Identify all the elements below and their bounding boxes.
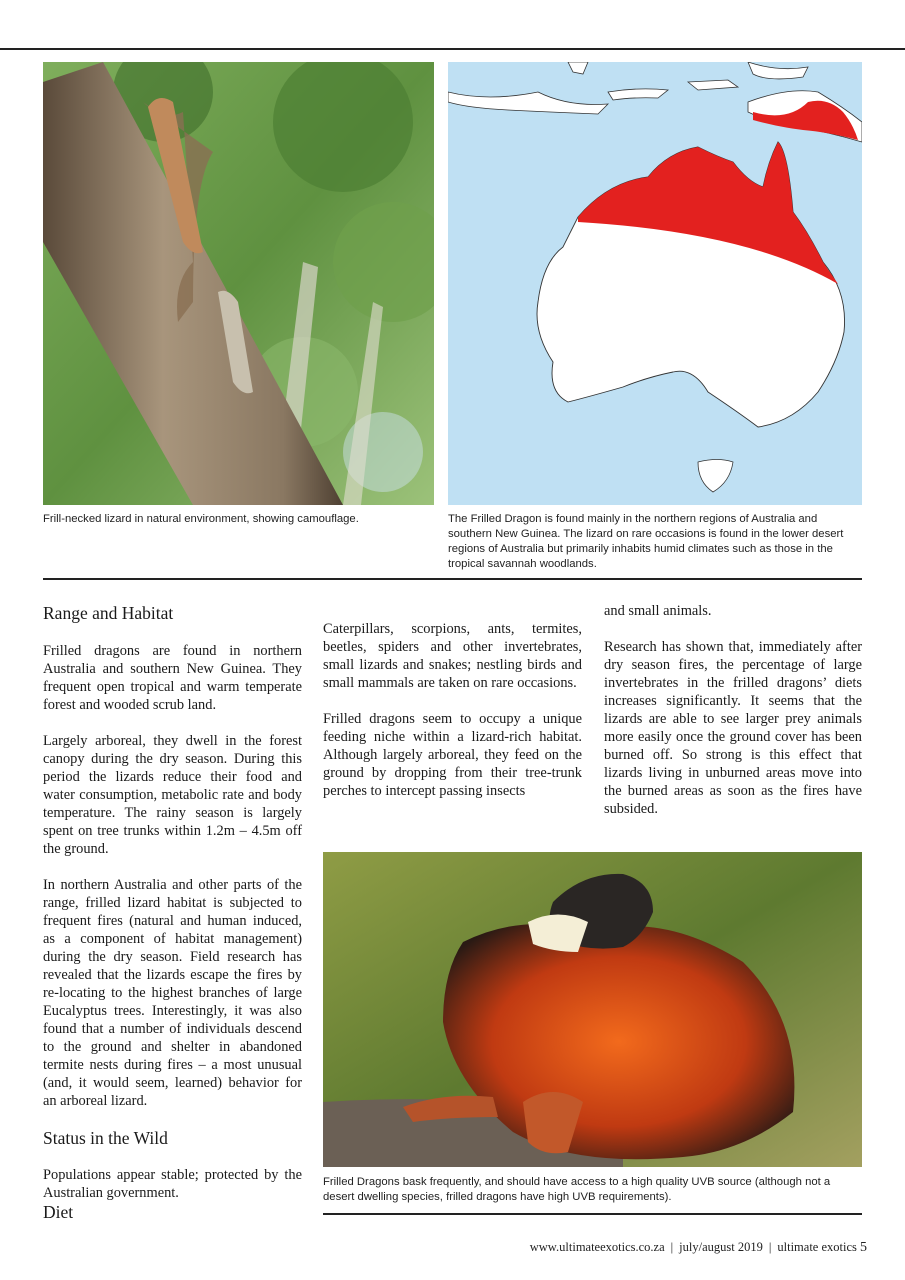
column-2 xyxy=(323,620,582,800)
map-caption: The Frilled Dragon is found mainly in the northern regions of Australia and southern New Guinea. The lizard on rare occasions is found in the lower desert regions of Australia but primarily inhabits humid climates such as those in the tropical savannah woodlands. xyxy=(448,513,844,570)
paragraph: Caterpillars, scorpions, ants, termites, beetles, spiders and other invertebrates, small lizards and snakes; nestling birds and small mammals are taken on rare occasions. xyxy=(323,621,582,691)
column-3 xyxy=(604,602,862,818)
tree-lizard-illustration xyxy=(43,62,434,505)
paragraph: and small animals. xyxy=(604,603,712,619)
paragraph: Research has shown that, immediately after dry season fires, the percentage of large invertebrates in the frilled dragons’ diets increases significantly. It seems that the lizards are able to see larger prey animals more easily once the ground cover has been burned off. So strong is this effect that lizards living in unburned areas move into the burned areas as soon as the fires have subsided. xyxy=(604,639,862,817)
frilled-dragon-photo xyxy=(323,852,862,1167)
heading-status-in-the-wild: Status in the Wild xyxy=(43,1128,168,1148)
frill-caption: Frilled Dragons bask frequently, and should have access to a high quality UVB source (although not a desert dwelling species, frilled dragons have high UVB requirements). xyxy=(323,1176,831,1203)
page-footer xyxy=(530,1240,867,1256)
frilled-dragon-illustration xyxy=(323,852,862,1167)
top-rule xyxy=(0,48,905,50)
tree-lizard-photo xyxy=(43,62,434,505)
column-1 xyxy=(43,603,302,1222)
bottom-rule xyxy=(323,1213,862,1215)
footer-issue: july/august 2019 xyxy=(679,1240,763,1254)
range-map-illustration xyxy=(448,62,862,505)
footer-separator: | xyxy=(670,1240,674,1254)
paragraph: Largely arboreal, they dwell in the forest canopy during the dry season. During this period the lizards reduce their food and water consumption, metabolic rate and body temperature. The rainy season is largely spent on tree trunks within 1.2m – 4.5m off the ground. xyxy=(43,733,302,857)
tree-lizard-caption: Frill-necked lizard in natural environment, showing camouflage. xyxy=(43,513,359,525)
paragraph: Frilled dragons are found in northern Australia and southern New Guinea. They frequent open tropical and warm temperate forest and wooded scrub land. xyxy=(43,643,302,713)
footer-url[interactable]: www.ultimateexotics.co.za xyxy=(529,1240,665,1254)
page-number: 5 xyxy=(860,1240,867,1255)
footer-magazine: ultimate exotics xyxy=(777,1240,857,1254)
paragraph: Populations appear stable; protected by the Australian government. xyxy=(43,1167,302,1201)
heading-range-and-habitat: Range and Habitat xyxy=(43,603,174,623)
paragraph: Frilled dragons seem to occupy a unique feeding niche within a lizard-rich habitat. Although largely arboreal, they feed on the ground by dropping from their tree-trunk perches to intercept passing insects xyxy=(323,711,582,799)
heading-diet: Diet xyxy=(43,1202,74,1222)
section-rule xyxy=(43,578,862,580)
paragraph: In northern Australia and other parts of the range, frilled lizard habitat is subjected to frequent fires (natural and human induced, as a component of habitat management) during the dry season. Field research has revealed that the lizards escape the fires by re-locating to the highest branches of large Eucalyptus trees. Interestingly, it was also found that a number of individuals descend to the ground and shelter in abandoned termite nests during fires – a most unusual (and, it would seem, learned) behavior for an arboreal lizard. xyxy=(43,877,302,1109)
footer-separator: | xyxy=(768,1240,772,1254)
range-map xyxy=(448,62,862,505)
